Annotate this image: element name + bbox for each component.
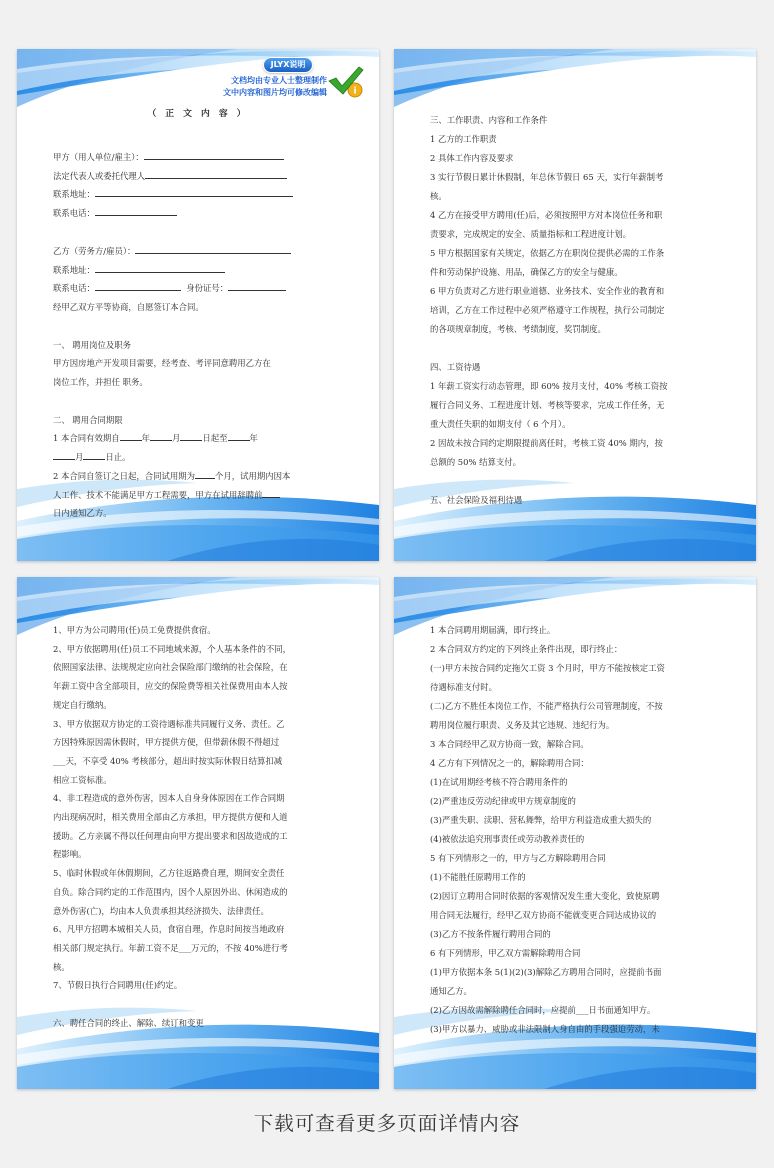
- text-line: 聘用岗位履行职责、义务及其它违规、违纪行为。: [430, 720, 615, 730]
- text-line: 意外伤害(亡)，均由本人负责承担其经济损失、法律责任。: [53, 905, 269, 916]
- page-4-content: [430, 621, 732, 1039]
- text-line: 6 有下列情形，甲乙双方需解除聘用合同: [430, 948, 581, 958]
- text-line: 责要求，完成规定的安全、质量指标和工程进度计划。: [430, 229, 631, 239]
- page-1: [17, 49, 379, 561]
- text-line: (1)甲方依据本条 5(1)(2)(3)解除乙方聘用合同时，应提前书面: [430, 967, 662, 977]
- text-line: 2 具体工作内容及要求: [430, 153, 514, 163]
- text-line: 1 本合同聘用期届满，即行终止。: [430, 625, 556, 635]
- text-line: 4 乙方有下列情况之一的，解除聘用合同：: [430, 758, 589, 768]
- text-line: 5 甲方根据国家有关规定，依据乙方在职岗位提供必需的工作条: [430, 248, 665, 258]
- page-2: [394, 49, 756, 561]
- text-line: ___天，不享受 40% 考核部分，超出时按实际休假日结算扣减: [53, 755, 283, 766]
- text-line: 五、社会保险及福利待遇: [430, 495, 523, 505]
- text-line: 相关部门规定执行。年薪工资不足___万元的，不按 40%进行考: [53, 942, 288, 953]
- text-line: 2、甲方依据聘用(任)员工不同地域来源，个人基本条件的不同，: [53, 643, 291, 654]
- paragraph-gap: [430, 339, 732, 358]
- text-line: (2)乙方因故需解除聘任合同时，应提前___日书面通知甲方。: [430, 1005, 656, 1015]
- text-line: 3 本合同经甲乙双方协商一致，解除合同。: [430, 739, 589, 749]
- party-a-address-line: 联系地址：: [53, 185, 355, 204]
- party-b-address-line: 联系地址：: [53, 261, 355, 280]
- text-line: 4、非工程造成的意外伤害，因本人自身身体原因在工作合同期: [53, 793, 285, 804]
- text-line: 3、甲方依据双方协定的工资待遇标准共同履行义务、责任。乙: [53, 718, 285, 729]
- text-line: 核。: [53, 961, 70, 972]
- party-a-rep-line: 法定代表人或委托代理人: [53, 167, 355, 186]
- text-line: (二)乙方不胜任本岗位工作，不能严格执行公司管理制度，不按: [430, 701, 663, 711]
- text-line: 的各项规章制度，考核、考绩制度，奖罚制度。: [430, 324, 606, 334]
- section-2-heading: 二、 聘用合同期限: [53, 414, 123, 425]
- jlyx-badge: JLYX说明: [263, 57, 313, 73]
- text-line: 5、临时休假或年休假期间，乙方往返路费自理，期间安全责任: [53, 868, 285, 879]
- text-line: 年薪工资中含全部项目，应交的保险费等相关社保费用由本人按: [53, 681, 288, 692]
- text-line: 件和劳动保护设施、用品，确保乙方的安全与健康。: [430, 267, 623, 277]
- text-line: 核。: [430, 191, 447, 201]
- text-line: (1)在试用期经考核不符合聘用条件的: [430, 777, 568, 787]
- text-line: 相应工资标准。: [53, 774, 112, 785]
- text-line: 方因特殊原因需休假时，甲方提供方便，但带薪休假不得超过: [53, 737, 280, 748]
- text-line: 培训，乙方在工作过程中必须严格遵守工作规程，执行公司制定: [430, 305, 665, 315]
- badge-note-line-1: 文档均由专业人士整理制作: [231, 76, 327, 85]
- text-line: 通知乙方。: [430, 986, 472, 996]
- text-line: 六、聘任合同的终止、解除、续订和变更: [53, 1018, 204, 1029]
- party-b-phone-line: 联系电话： 身份证号：: [53, 279, 355, 298]
- badge-note-line-2: 文中内容和图片均可修改编辑: [223, 88, 327, 97]
- text-line: 重大责任失职的如期支付（ 6 个月）。: [430, 419, 571, 429]
- page-1-content: 甲方（用人单位/雇主）： 法定代表人或委托代理人 联系地址： 联系电话： 乙方（劳务方/雇员）： 联系地址： 联系电话： 身份证号： 经甲乙双方平等协商，自愿签订本合同。 一、 聘用岗位及职务 甲方因房地产开发项目需要，经考查、考评同意聘用乙方在 岗位工作，并担任 职务。 二、 聘用合同期限 1 本合同有效期自 年 月 日起至 年 月 日止。 2 本合同自签订之日起，合同试用期为 个月，试用期内因本 人工作、技术不能满足甲方工程需要，甲方在试用辞聘前 日内通知乙方。: [53, 129, 355, 523]
- text-line: 用合同无法履行，经甲乙双方协商不能就变更合同达成协议的: [430, 910, 657, 920]
- page-3-content: [53, 621, 355, 1033]
- text-line: 5 有下列情形之一的，甲方与乙方解除聘用合同: [430, 853, 606, 863]
- text-line: 内出现病况时，相关费用全部由乙方承担，甲方提供方便和人道: [53, 812, 288, 823]
- text-line: 自负。除合同约定的工作范围内，因个人原因外出、休闲造成的: [53, 886, 288, 897]
- text-line: (一)甲方未按合同约定拖欠工资 3 个月时，甲方不能按核定工资: [430, 663, 665, 673]
- text-line: 履行合同义务、工程进度计划、考核等要求，完成工作任务，无: [430, 400, 665, 410]
- text-line: (3)甲方以暴力、威胁或非法限制人身自由的手段强迫劳动，未: [430, 1024, 660, 1034]
- section-1-heading: 一、 聘用岗位及职务: [53, 339, 132, 350]
- text-line: 总额的 50% 结算支付。: [430, 457, 521, 467]
- text-line: 三、工作职责、内容和工作条件: [430, 115, 548, 125]
- text-line: 6、凡甲方招聘本城相关人员，食宿自理，作息时间按当地政府: [53, 924, 285, 935]
- party-a-line: 甲方（用人单位/雇主）：: [53, 148, 355, 167]
- text-line: 待遇标准支付时。: [430, 682, 497, 692]
- text-line: 1、甲方为公司聘用(任)员工免费提供食宿。: [53, 625, 216, 635]
- text-line: (4)被依法追究刑事责任或劳动教养责任的: [430, 834, 585, 844]
- document-title: （ 正 文 内 容 ）: [147, 109, 249, 119]
- page-4: [394, 577, 756, 1089]
- text-line: 2 本合同双方约定的下列终止条件出现，即行终止：: [430, 644, 623, 654]
- text-line: 2 因故未按合同约定期限提前离任时，考核工资 40% 期内，按: [430, 438, 663, 448]
- text-line: 6 甲方负责对乙方进行职业道德、业务技术、安全作业的教育和: [430, 286, 665, 296]
- text-line: 规定自行缴纳。: [53, 699, 112, 710]
- text-line: (1)不能胜任原聘用工作的: [430, 872, 526, 882]
- text-line: 依照国家法律、法规规定应向社会保险部门缴纳的社会保险，在: [53, 662, 288, 673]
- text-line: 四、工资待遇: [430, 362, 481, 372]
- text-line: 1 乙方的工作职责: [430, 134, 497, 144]
- text-line: (3)乙方不按条件履行聘用合同的: [430, 929, 551, 939]
- agreement-line: 经甲乙双方平等协商，自愿签订本合同。: [53, 301, 204, 312]
- paragraph-gap: [430, 472, 732, 491]
- text-line: 援助。乙方亲属不得以任何理由向甲方提出要求和因故造成的工: [53, 830, 288, 841]
- download-more-prompt[interactable]: 下载可查看更多页面详情内容: [253, 1112, 521, 1135]
- text-line: 4 乙方在接受甲方聘用(任)后，必须按照甲方对本岗位任务和职: [430, 210, 663, 220]
- page-3: [17, 577, 379, 1089]
- checkmark-icon: [327, 65, 365, 99]
- text-line: 3 实行节假日累计休假制，年总休节假日 65 天，实行年薪制考: [430, 172, 664, 182]
- page-2-content: [430, 111, 732, 510]
- paragraph-gap: [53, 995, 355, 1014]
- party-a-phone-line: 联系电话：: [53, 204, 355, 223]
- text-line: (2)因订立聘用合同时依据的客观情况发生重大变化，致使原聘: [430, 891, 660, 901]
- text-line: 程影响。: [53, 849, 87, 860]
- text-line: 1 年薪工资实行动态管理，即 60% 按月支付，40% 考核工资按: [430, 381, 668, 391]
- party-b-line: 乙方（劳务方/雇员）：: [53, 242, 355, 261]
- svg-text:i: i: [353, 86, 357, 97]
- text-line: 7、节假日执行合同聘用(任)约定。: [53, 980, 183, 991]
- text-line: (2)严重违反劳动纪律或甲方规章制度的: [430, 796, 576, 806]
- text-line: (3)严重失职、渎职、营私舞弊，给甲方利益造成重大损失的: [430, 815, 652, 825]
